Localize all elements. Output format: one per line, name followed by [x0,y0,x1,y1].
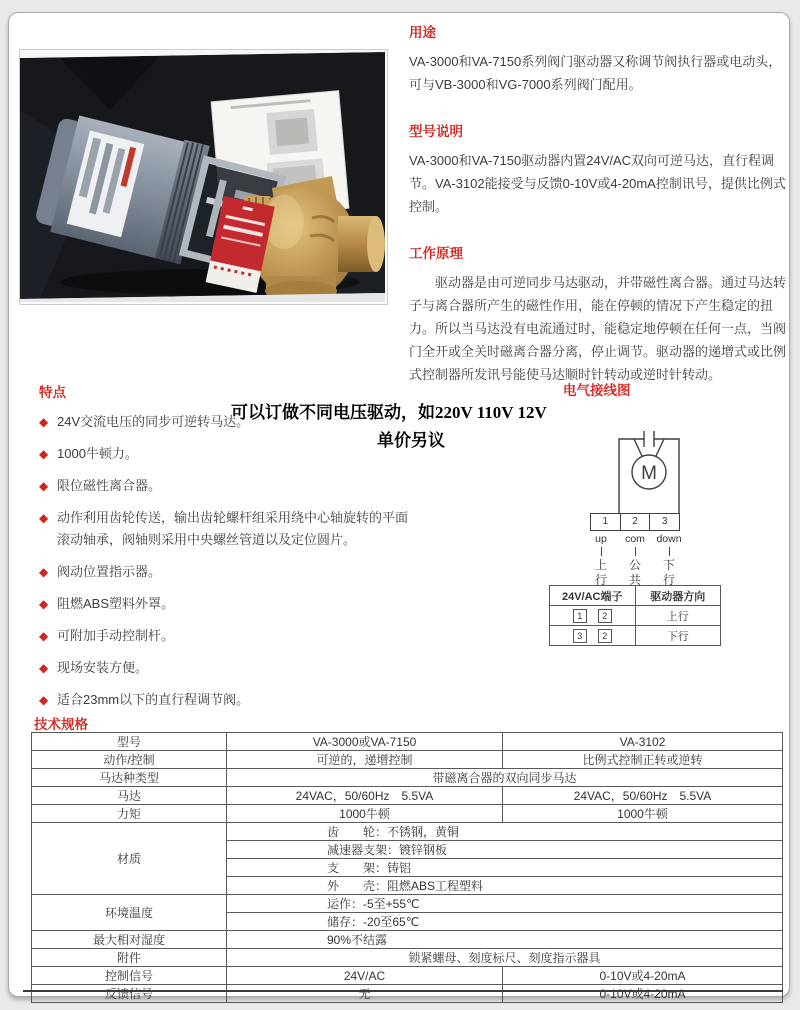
spec-label: 材质 [32,823,227,895]
wiring-title: 电气接线图 [563,383,631,398]
feature-item: ◆ 动作利用齿轮传送，输出齿轮螺杆组采用绕中心轴旋转的平面滚动轴承，阀轴则采用中央螺丝管道以及定位圆片。 [39,507,419,551]
spec-value: 储存：-20至65℃ [227,913,783,931]
terminal-label-com: com 公共 [625,533,645,587]
feature-item: ◆ 限位磁性离合器。 [39,475,419,497]
spec-table [31,732,783,1003]
terminal-3: 3 [661,516,668,527]
spec-label: 环境温度 [32,895,227,931]
terminal-dash [635,547,636,556]
table-row [32,769,783,787]
wire-diagonals [634,439,664,456]
spec-value: 外 壳：阻燃ABS工程塑料 [227,877,783,895]
spec-value: 0-10V或4-20mA [503,985,783,1003]
usage-body: VA-3000和VA-7150系列阀门驱动器又称调节阀执行器或电动头，可与VB-3000和VG-7000系列阀门配用。 [409,54,782,92]
table-row [32,985,783,1003]
features-title: 特点 [39,385,66,400]
diamond-bullet-icon: ◆ [39,479,49,493]
custom-voltage-note [231,399,591,455]
diamond-bullet-icon: ◆ [39,565,49,579]
diamond-bullet-icon: ◆ [39,415,49,429]
table-row [32,805,783,823]
terminal-label-down: down 下行 [656,533,682,587]
direction-table [549,585,721,646]
spec-value: 运作：-5至+55℃ [227,895,783,913]
capacitor-icon [644,431,654,447]
spec-label: 马达种类型 [32,769,227,787]
terminal-2: 2 [621,514,651,530]
spec-value: VA-3102 [503,733,783,751]
intro-column [409,21,787,410]
terminal-box: 2 [598,609,612,623]
table-row [32,733,783,751]
terminal-label-up: up 上行 [594,533,607,587]
specs-title: 技术规格 [34,717,88,732]
table-row [550,626,721,646]
features-list [39,411,419,711]
feature-item: ◆ 阀动位置指示器。 [39,561,419,583]
spec-label: 反馈信号 [32,985,227,1003]
diamond-bullet-icon: ◆ [39,511,49,525]
spec-value: 齿 轮：不锈钢，黄铜 [227,823,783,841]
feature-item: ◆ 24V交流电压的同步可逆转马达。 [39,411,419,433]
spec-value: 锁紧螺母、刻度标尺、刻度指示器具 [227,949,783,967]
wire-right [654,439,679,513]
dir-table-col2-header: 驱动器方向 [635,586,721,606]
terminal-strip [590,513,680,531]
diamond-bullet-icon: ◆ [39,597,49,611]
direction-cell: 上行 [635,606,721,626]
motor-label: M [641,463,657,484]
spec-label: 动作/控制 [32,751,227,769]
feature-item: ◆ 现场安装方便。 [39,657,419,679]
table-row [32,787,783,805]
wiring-diagram [576,425,736,588]
principle-body: 驱动器是由可逆同步马达驱动，并带磁性离合器。通过马达转子与离合器所产生的磁性作用，能在停顿的情况下产生稳定的扭力。所以当马达没有电流通过时，能稳定地停顿在任何一点，当阀门全开或全关时磁离合器分离，停止调节。驱动器的递增式或比例式控制器所发讯号能使马达顺时针转动或逆时针转动。 [409,275,787,382]
spec-value: 1000牛顿 [503,805,783,823]
model-title: 型号说明 [409,124,463,139]
product-photo [19,49,388,305]
spec-value: 比例式控制正转或逆转 [503,751,783,769]
spec-label: 力矩 [32,805,227,823]
table-row [32,931,783,949]
model-body: VA-3000和VA-7150驱动器内置24V/AC双向可逆马达，直行程调节。VA-3102能接受与反馈0-10V或4-20mA控制讯号，提供比例式控制。 [409,153,786,214]
spec-value: 支 架：铸铝 [227,859,783,877]
terminal-dash [669,547,670,556]
terminal-box: 2 [598,629,612,643]
table-row [550,606,721,626]
table-row [32,949,783,967]
feature-item: ◆ 阻燃ABS塑料外罩。 [39,593,419,615]
terminal-box: 3 [573,629,587,643]
spec-label: 型号 [32,733,227,751]
terminal-1: 1 [591,514,621,530]
feature-item: ◆ 可附加手动控制杆。 [39,625,419,647]
table-row [32,823,783,841]
table-row [32,895,783,913]
content-card [8,12,790,1001]
diamond-bullet-icon: ◆ [39,693,49,707]
custom-note-line2: 单价另议 [377,431,445,450]
table-row [32,967,783,985]
dir-table-col1-header: 24V/AC端子 [550,586,636,606]
spec-value: 1000牛顿 [227,805,503,823]
principle-title: 工作原理 [409,246,463,261]
terminal-labels [584,533,688,588]
spec-value: 24V/AC [227,967,503,985]
feature-item: ◆ 1000牛顿力。 [39,443,419,465]
feature-item: ◆ 适合23mm以下的直行程调节阀。 [39,689,419,711]
terminal-dash [601,547,602,556]
terminal-pair-cell [550,606,636,626]
spec-label: 马达 [32,787,227,805]
table-row [550,586,721,606]
terminal-box: 1 [573,609,587,623]
spec-value: 无 [227,985,503,1003]
diamond-bullet-icon: ◆ [39,661,49,675]
spec-value: 24VAC，50/60Hz 5.5VA [503,787,783,805]
table-row [32,751,783,769]
spec-value: 24VAC，50/60Hz 5.5VA [227,787,503,805]
diamond-bullet-icon: ◆ [39,629,49,643]
spec-value: 90%不结露 [227,931,783,949]
usage-title: 用途 [409,25,436,40]
motor-circuit-drawing [576,425,736,513]
spec-value: 减速器支架：镀锌钢板 [227,841,783,859]
spec-value: VA-3000或VA-7150 [227,733,503,751]
custom-note-line1: 可以订做不同电压驱动，如220V 110V 12V [231,403,547,422]
terminal-pair-cell [550,626,636,646]
spec-value: 带磁离合器的双向同步马达 [227,769,783,787]
spec-value: 0-10V或4-20mA [503,967,783,985]
spec-label: 附件 [32,949,227,967]
bottom-divider [23,990,783,992]
spec-label: 最大相对湿度 [32,931,227,949]
direction-cell: 下行 [635,626,721,646]
valve-actuator-photo [20,50,385,302]
diamond-bullet-icon: ◆ [39,447,49,461]
spec-value: 可逆的，递增控制 [227,751,503,769]
spec-label: 控制信号 [32,967,227,985]
